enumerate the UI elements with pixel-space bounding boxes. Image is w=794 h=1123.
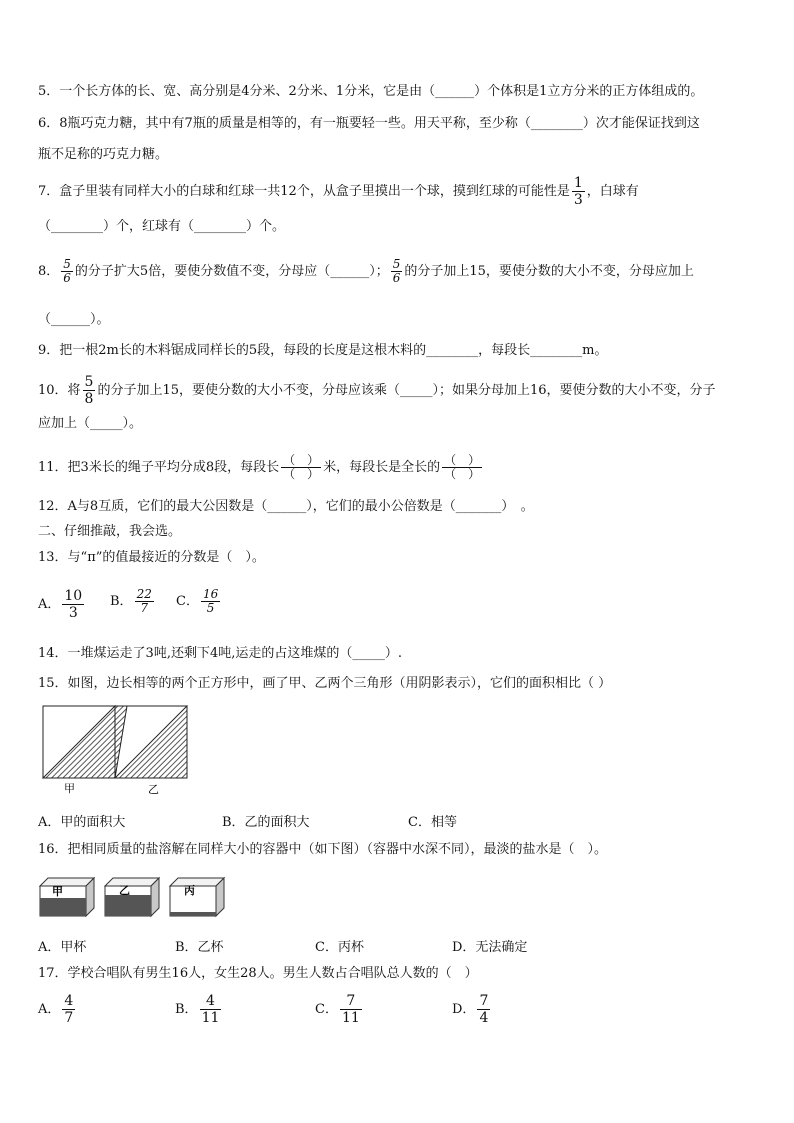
cup-jia-top [40,878,94,886]
q11-blank1-numerator: （ ） [283,453,320,467]
q15-option-b[interactable]: B．乙的面积大 [222,815,310,830]
q10-text-b: 的分子加上15，要使分数的大小不变，分母应该乘（_____）；如果分母加上16，要使分数的大小不变，分子 [97,383,716,398]
q13-c-numerator: 16 [202,587,219,601]
q11-blank2-denominator: （ ） [444,467,481,481]
q11-blank-fraction-2 [442,454,482,481]
q17-d-denominator: 4 [479,1010,489,1026]
q15-figure [40,704,192,796]
q10-numerator: 5 [84,374,94,390]
q17-b-denominator: 11 [201,1010,220,1026]
q8-text-a: 8． [38,264,60,279]
q13-option-c[interactable] [176,588,222,615]
question-9: 9．把一根2m长的木料锯成同样长的5段，每段的长度是这根木料的________，每段长________m。 [38,343,608,358]
question-13: 13．与“π”的值最接近的分数是（ ）。 [38,550,265,565]
cup-yi-top [105,878,159,886]
q7-denominator: 3 [573,192,583,208]
q13-option-b[interactable] [110,588,156,615]
q7-fraction [572,175,585,208]
q7-numerator: 1 [573,175,583,191]
q13-option-b-fraction [135,588,154,615]
q15-triangle-jia [43,706,115,778]
cup-bing [168,876,226,918]
q16-option-c[interactable]: C．丙杯 [315,940,364,955]
q17-option-b-label: B． [175,1002,198,1017]
q11-blank2-numerator: （ ） [444,453,481,467]
cup-jia [38,876,96,918]
q13-option-a-fraction [62,588,84,621]
q17-option-a-label: A． [38,1002,61,1017]
q8-fraction-1 [61,258,73,285]
q17-option-c-fraction [340,993,362,1026]
question-15: 15．如图，边长相等的两个正方形中，画了甲、乙两个三角形（用阴影表示），它们的面积相比（ ） [38,676,612,691]
question-17: 17．学校合唱队有男生16人，女生28人。男生人数占合唱队总人数的（ ） [38,966,478,981]
q17-c-denominator: 11 [341,1010,360,1026]
q13-a-denominator: 3 [62,604,84,621]
q13-c-denominator: 5 [201,601,220,615]
question-6-line-2: 瓶不足称的巧克力糖。 [38,147,169,162]
q8-frac1-denominator: 6 [63,271,71,285]
q11-text-a: 11．把3米长的绳子平均分成8段，每段长 [38,460,280,475]
cup-bing-label: 丙 [184,884,195,897]
question-11 [38,454,484,481]
cup-bing-top [170,878,224,886]
question-10-line-1 [38,374,716,407]
q17-option-c[interactable] [315,993,364,1026]
q10-text-a: 10．将 [38,383,81,398]
cup-yi [103,876,161,918]
q13-b-numerator: 22 [136,587,152,601]
cup-jia-water [40,898,86,916]
question-7-line-1 [38,175,639,208]
cup-yi-label: 乙 [119,884,130,897]
q13-a-numerator: 10 [64,588,83,604]
section-2-heading: 二、仔细推敲，我会选。 [38,524,182,539]
q8-frac1-numerator: 5 [63,257,71,271]
q15-option-c[interactable]: C．相等 [408,815,457,830]
q13-option-b-label: B． [110,594,133,609]
q10-fraction [83,374,96,407]
q15-triangle-yi [115,706,187,778]
q16-option-b[interactable]: B．乙杯 [175,940,224,955]
q17-option-a-fraction [62,993,75,1026]
cup-yi-water [105,895,151,916]
question-14: 14．一堆煤运走了3吨,还剩下4吨,运走的占这堆煤的（_____）. [38,646,402,661]
q8-frac2-numerator: 5 [392,257,401,271]
question-7-line-2: （________）个，红球有（________）个。 [38,219,286,234]
q11-blank1-denominator: （ ） [283,467,320,481]
q17-option-b[interactable] [175,993,223,1026]
q15-label-yi: 乙 [148,783,159,796]
q15-label-jia: 甲 [64,782,75,795]
q15-option-a[interactable]: A．甲的面积大 [38,815,126,830]
cup-bing-water [170,912,216,916]
q8-text-b: 的分子扩大5倍，要使分数值不变，分母应（______）； [74,264,389,279]
q16-option-d[interactable]: D．无法确定 [452,940,528,955]
q17-a-numerator: 4 [64,993,74,1009]
q17-d-numerator: 7 [479,993,489,1009]
question-16: 16．把相同质量的盐溶解在同样大小的容器中（如下图）（容器中水深不同），最淡的盐水是（ ）。 [38,842,608,857]
q13-option-a[interactable] [38,588,86,621]
question-8-line-1 [38,258,694,285]
q17-b-numerator: 4 [206,993,215,1009]
question-10-line-2: 应加上（_____）。 [38,416,143,431]
q17-a-denominator: 7 [64,1010,74,1026]
q7-text-a: 7．盒子里装有同样大小的白球和红球一共12个，从盒子里摸出一个球，摸到红球的可能性是 [38,184,570,199]
q11-blank-fraction-1 [281,454,321,481]
q13-option-c-fraction [201,588,220,615]
question-6-line-1: 6．8瓶巧克力糖，其中有7瓶的质量是相等的，有一瓶要轻一些。用天平称，至少称（________）次才能保证找到这 [38,116,700,131]
q13-b-denominator: 7 [135,601,154,615]
q10-denominator: 8 [84,391,94,407]
q17-option-d-fraction [477,993,490,1026]
q13-option-a-label: A． [38,597,61,612]
question-8-line-2: （______）。 [38,312,110,327]
q17-option-c-label: C． [315,1002,338,1017]
q16-option-a[interactable]: A．甲杯 [38,940,87,955]
q17-option-b-fraction [200,993,222,1026]
q17-option-d[interactable] [452,993,492,1026]
q17-option-d-label: D． [452,1002,476,1017]
q8-fraction-2 [391,258,403,285]
question-5: 5．一个长方体的长、宽、高分别是4分米、2分米、1分米，它是由（______）个体积是1立方分米的正方体组成的。 [38,84,704,99]
question-12: 12．A与8互质，它们的最大公因数是（______），它们的最小公倍数是（_______） 。 [38,499,534,514]
q17-c-numerator: 7 [346,993,356,1009]
q8-frac2-denominator: 6 [392,271,401,285]
q17-option-a[interactable] [38,993,77,1026]
q11-text-b: 米，每段长是全长的 [323,460,441,475]
q8-text-c: 的分子加上15，要使分数的大小不变，分母应加上 [404,264,694,279]
q13-option-c-label: C． [176,594,199,609]
q7-text-b: ，白球有 [586,184,639,199]
cup-jia-label: 甲 [52,885,63,898]
